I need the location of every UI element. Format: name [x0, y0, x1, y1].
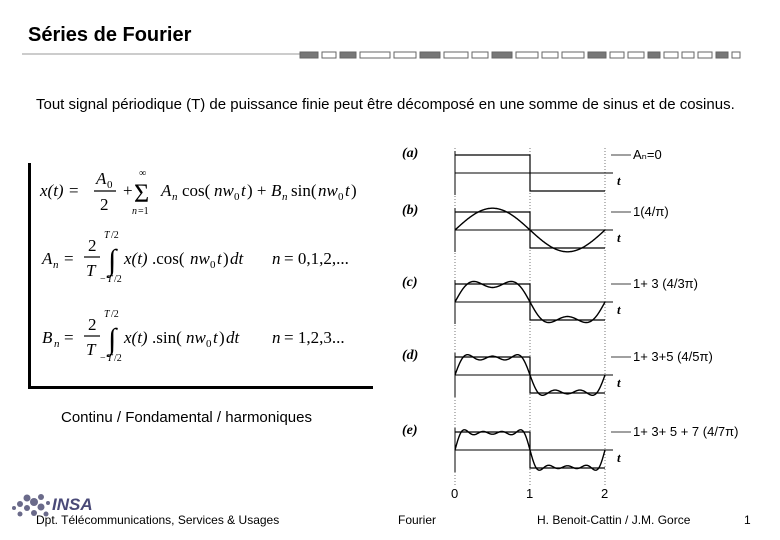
svg-text:): ) [223, 249, 229, 268]
an-coefficient-formula [41, 230, 349, 285]
svg-text:−: − [100, 353, 106, 364]
svg-text:A: A [96, 169, 107, 188]
svg-text:=1: =1 [138, 206, 149, 217]
svg-text:n: n [272, 328, 281, 347]
svg-text:) +: ) + [247, 181, 267, 200]
svg-text:nw: nw [186, 328, 206, 347]
t-axis-label: t [617, 450, 621, 465]
svg-text:sin(: sin( [291, 181, 317, 200]
svg-text:0: 0 [338, 191, 344, 203]
panel-label: (e) [402, 423, 418, 438]
svg-text:−: − [100, 274, 106, 285]
svg-text:n: n [172, 191, 178, 203]
svg-text:B: B [42, 328, 53, 347]
svg-text:B: B [271, 181, 282, 200]
svg-text:t: t [241, 181, 246, 200]
svg-text:.cos(: .cos( [152, 249, 185, 268]
svg-text:nw: nw [318, 181, 338, 200]
svg-text:/2: /2 [111, 230, 119, 241]
harmonic-note: 1+ 3+ 5 + 7 (4/7π) [633, 424, 739, 439]
footer-topic: Fourier [398, 513, 437, 527]
svg-text:/2: /2 [111, 309, 119, 320]
panel-label: (b) [402, 203, 419, 218]
harmonic-note: 1+ 3 (4/3π) [633, 276, 698, 291]
svg-text:T: T [86, 340, 96, 359]
svg-text:0: 0 [234, 191, 240, 203]
t-tick-label: 2 [601, 486, 609, 501]
svg-text:n: n [272, 249, 281, 268]
t-tick-label: 0 [451, 486, 459, 501]
svg-text:A: A [161, 181, 172, 200]
svg-text:+: + [123, 181, 133, 200]
svg-text:t: t [345, 181, 350, 200]
harmonic-note: Aₙ=0 [633, 147, 662, 162]
svg-text:T: T [86, 261, 96, 280]
svg-text:): ) [351, 181, 357, 200]
svg-text:0: 0 [107, 179, 113, 191]
svg-text:dt: dt [226, 328, 240, 347]
svg-text:dt: dt [230, 249, 244, 268]
footer-authors: H. Benoit-Cattin / J.M. Gorce [537, 513, 691, 527]
harmonic-note: 1(4/π) [633, 204, 669, 219]
svg-text:x(t) =: x(t) = [40, 181, 80, 200]
footer-department: Dpt. Télécommunications, Services & Usages [36, 513, 280, 527]
svg-text:0: 0 [210, 259, 216, 271]
svg-text:n: n [282, 191, 288, 203]
svg-text:nw: nw [190, 249, 210, 268]
svg-text:T: T [107, 353, 113, 364]
fourier-wave-figure [395, 140, 775, 510]
harmonic-note: 1+ 3+5 (4/5π) [633, 349, 713, 364]
svg-text:/2: /2 [114, 353, 122, 364]
svg-text:2: 2 [88, 315, 97, 334]
svg-text:= 1,2,3...: = 1,2,3... [284, 328, 345, 347]
svg-text:): ) [219, 328, 225, 347]
svg-text:.sin(: .sin( [152, 328, 182, 347]
svg-text:/2: /2 [114, 274, 122, 285]
intro-text: Tout signal périodique (T) de puissance finie peut être décomposé en une somme de sinus et de cosinus. [36, 96, 735, 113]
panel-label: (a) [402, 146, 419, 161]
svg-text:2: 2 [88, 236, 97, 255]
svg-text:n: n [53, 259, 59, 271]
t-axis-label: t [617, 230, 621, 245]
svg-text:∞: ∞ [139, 168, 147, 179]
svg-text:t: t [217, 249, 222, 268]
bn-coefficient-formula [42, 309, 345, 364]
svg-text:Σ: Σ [134, 179, 150, 208]
t-tick-label: 1 [526, 486, 534, 501]
svg-text:x(t): x(t) [124, 328, 148, 347]
fourier-series-formula [39, 168, 357, 217]
t-axis-label: t [617, 173, 621, 188]
formula-panel [28, 160, 373, 385]
svg-text:∫: ∫ [108, 323, 117, 356]
logo-text: INSA [52, 495, 93, 514]
svg-text:= 0,1,2,...: = 0,1,2,... [284, 249, 349, 268]
svg-text:∫: ∫ [108, 244, 117, 277]
t-axis-label: t [617, 375, 621, 390]
svg-text:nw: nw [214, 181, 234, 200]
svg-text:n: n [54, 338, 60, 350]
svg-text:T: T [104, 230, 110, 241]
title-decoration [0, 0, 780, 70]
svg-text:t: t [213, 328, 218, 347]
panel-label: (c) [402, 275, 418, 290]
svg-text:A: A [42, 249, 53, 268]
svg-text:=: = [64, 328, 74, 347]
svg-text:2: 2 [100, 195, 109, 214]
svg-text:T: T [107, 274, 113, 285]
svg-text:=: = [64, 249, 74, 268]
footer-page-number: 1 [744, 513, 751, 527]
svg-text:n: n [132, 206, 137, 217]
panel-label: (d) [402, 348, 419, 363]
svg-text:x(t): x(t) [124, 249, 148, 268]
page-title: Séries de Fourier [28, 24, 192, 46]
svg-text:T: T [104, 309, 110, 320]
svg-text:cos(: cos( [182, 181, 211, 200]
t-axis-label: t [617, 302, 621, 317]
svg-text:0: 0 [206, 338, 212, 350]
harmonics-caption: Continu / Fondamental / harmoniques [61, 409, 312, 426]
